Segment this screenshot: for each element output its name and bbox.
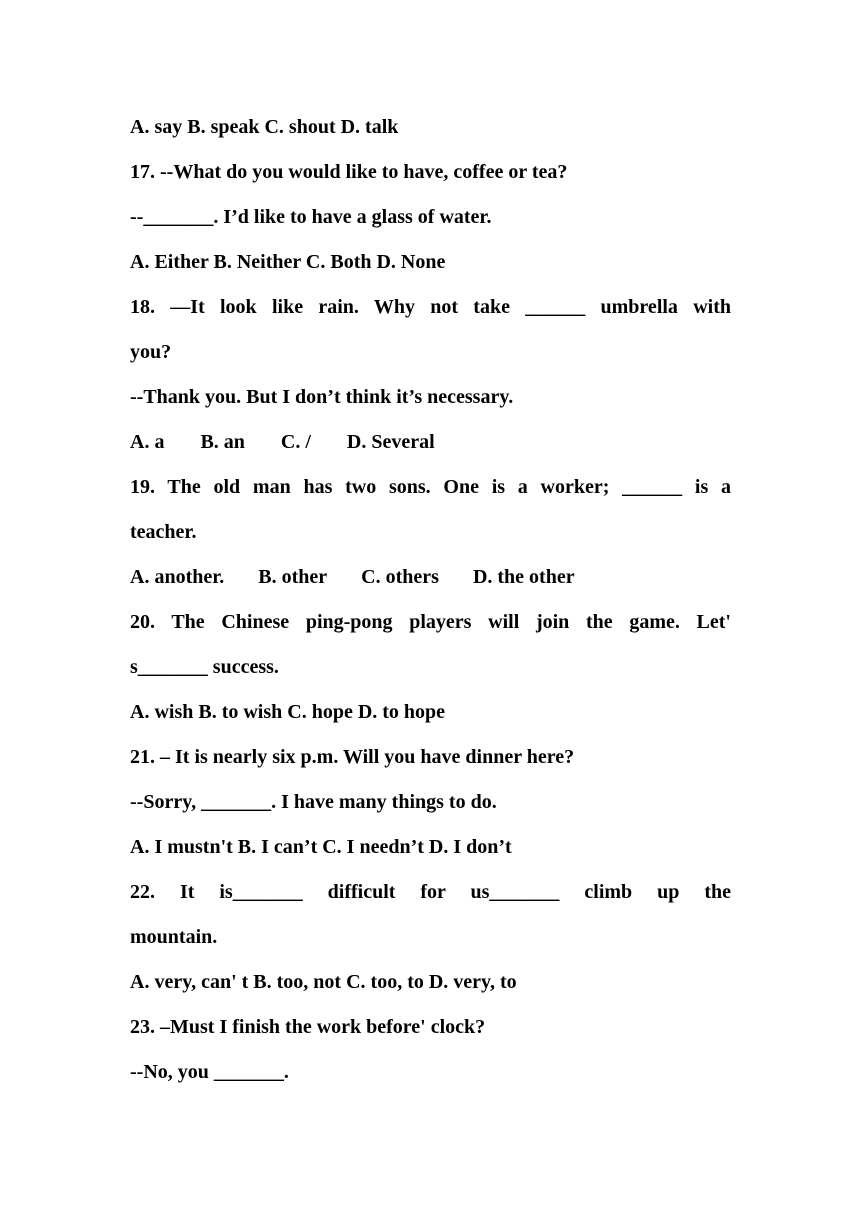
q18-question: 18. —It look like rain. Why not take ______ umbrella with	[130, 296, 731, 318]
q18-option-b: B. an	[200, 431, 245, 453]
q20-question-cont: s_______ success.	[130, 656, 279, 678]
q21-response: --Sorry, _______. I have many things to do.	[130, 791, 497, 813]
q22-question-cont: mountain.	[130, 926, 218, 948]
q18-question-cont: you?	[130, 341, 172, 363]
q17-question: 17. --What do you would like to have, coffee or tea?	[130, 161, 568, 183]
q17-response: --_______. I’d like to have a glass of water.	[130, 206, 492, 228]
q20-question: 20. The Chinese ping-pong players will join the game. Let'	[130, 611, 731, 633]
q19-question-cont: teacher.	[130, 521, 197, 543]
q22-options: A. very, can' t B. too, not C. too, to D. very, to	[130, 971, 517, 993]
q22-question: 22. It is_______ difficult for us_______ climb up the	[130, 881, 731, 903]
q18-response: --Thank you. But I don’t think it’s necessary.	[130, 386, 514, 408]
q19-question: 19. The old man has two sons. One is a worker; ______ is a	[130, 476, 731, 498]
q23-question: 23. –Must I finish the work before' clock?	[130, 1016, 486, 1038]
document-body	[130, 105, 731, 1095]
q16-options: A. say B. speak C. shout D. talk	[130, 116, 399, 138]
q19-options	[130, 555, 731, 600]
q19-option-d: D. the other	[472, 566, 575, 588]
q17-options: A. Either B. Neither C. Both D. None	[130, 251, 446, 273]
q23-response: --No, you _______.	[130, 1061, 289, 1083]
q18-option-d: D. Several	[346, 431, 435, 453]
q20-options: A. wish B. to wish C. hope D. to hope	[130, 701, 446, 723]
q21-options: A. I mustn't B. I can’t C. I needn’t D. I don’t	[130, 836, 512, 858]
q18-option-c: C. /	[280, 431, 311, 453]
q19-option-b: B. other	[258, 566, 328, 588]
q18-option-a: A. a	[130, 431, 165, 453]
q18-options	[130, 420, 731, 465]
q21-question: 21. – It is nearly six p.m. Will you have dinner here?	[130, 746, 575, 768]
q19-option-c: C. others	[361, 566, 439, 588]
q19-option-a: A. another.	[130, 566, 225, 588]
